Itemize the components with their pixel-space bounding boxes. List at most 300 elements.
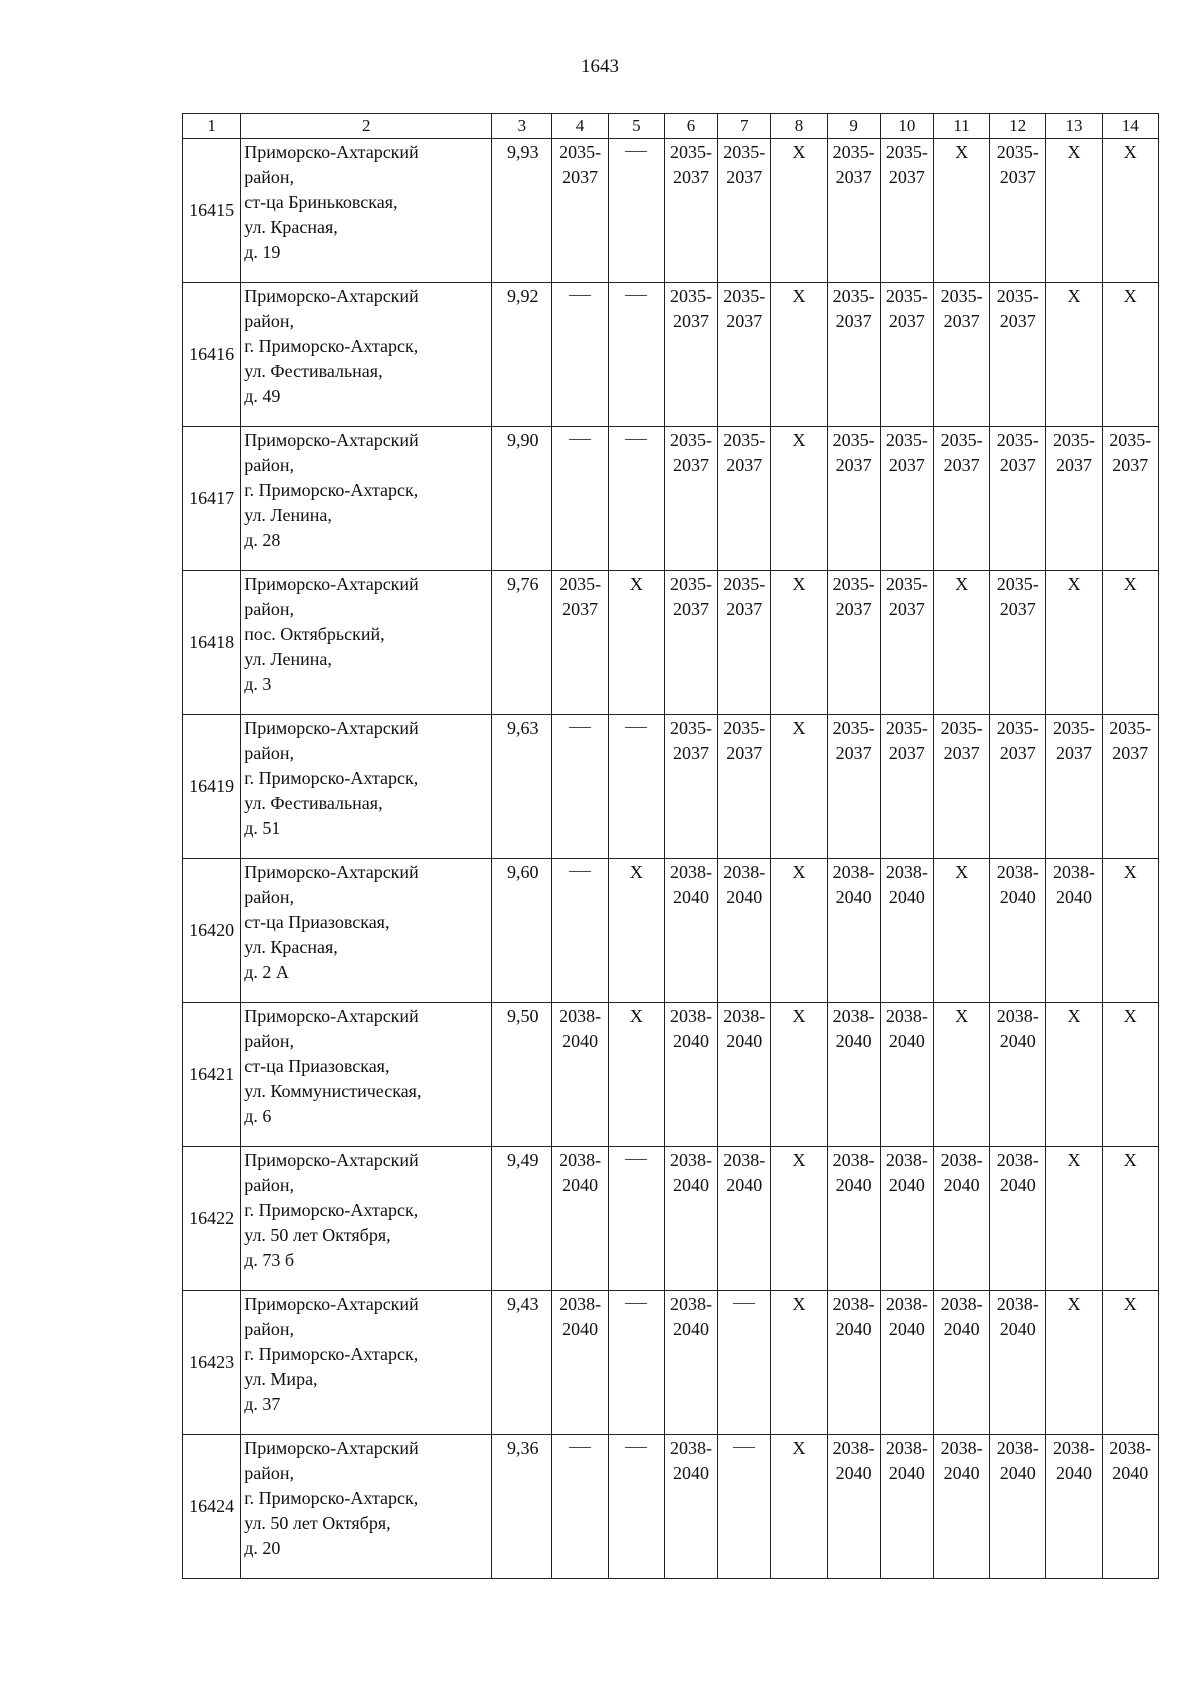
period-end: 2037 xyxy=(999,167,1036,187)
period-start: 2035- xyxy=(996,286,1039,306)
column-header-11: 11 xyxy=(933,114,989,139)
not-applicable-cell: X xyxy=(1102,139,1158,283)
period-cell xyxy=(718,859,771,1003)
period-end: 2037 xyxy=(562,599,599,619)
period-end: 2037 xyxy=(673,455,710,475)
period-end: 2040 xyxy=(943,1319,980,1339)
address-line: район, xyxy=(244,887,294,907)
address-line: район, xyxy=(244,1319,294,1339)
not-applicable-cell: X xyxy=(933,139,989,283)
period-cell xyxy=(664,1003,717,1147)
not-applicable-cell: X xyxy=(1102,283,1158,427)
address-line: г. Приморско-Ахтарск, xyxy=(244,1344,419,1364)
dash-mark xyxy=(569,1447,591,1448)
period-cell xyxy=(990,571,1046,715)
column-header-10: 10 xyxy=(880,114,933,139)
period-cell xyxy=(880,1003,933,1147)
period-start: 2035- xyxy=(940,286,983,306)
period-cell xyxy=(990,139,1046,283)
period-end: 2037 xyxy=(943,311,980,331)
row-number: 16421 xyxy=(183,1003,241,1147)
address-cell xyxy=(241,571,492,715)
period-cell xyxy=(718,283,771,427)
period-cell xyxy=(880,427,933,571)
period-cell xyxy=(552,571,608,715)
period-start: 2038- xyxy=(885,1438,928,1458)
column-header-4: 4 xyxy=(552,114,608,139)
column-header-14: 14 xyxy=(1102,114,1158,139)
column-header-13: 13 xyxy=(1046,114,1102,139)
period-end: 2037 xyxy=(835,455,872,475)
column-header-7: 7 xyxy=(718,114,771,139)
period-start: 2035- xyxy=(832,142,875,162)
address-line: Приморско-Ахтарский xyxy=(244,286,419,306)
period-end: 2040 xyxy=(943,1175,980,1195)
period-end: 2037 xyxy=(999,743,1036,763)
not-applicable-cell: X xyxy=(1102,1003,1158,1147)
period-end: 2037 xyxy=(888,455,925,475)
period-cell xyxy=(1102,1435,1158,1579)
period-start: 2035- xyxy=(996,142,1039,162)
period-cell xyxy=(880,1147,933,1291)
dash-mark xyxy=(625,295,647,296)
column-header-12: 12 xyxy=(990,114,1046,139)
dash-mark xyxy=(569,295,591,296)
not-applicable-cell: X xyxy=(1102,1291,1158,1435)
period-start: 2038- xyxy=(832,1294,875,1314)
column-header-5: 5 xyxy=(608,114,664,139)
address-line: д. 6 xyxy=(244,1106,272,1126)
not-applicable-cell: X xyxy=(608,1003,664,1147)
period-end: 2037 xyxy=(1056,455,1092,475)
period-cell xyxy=(880,139,933,283)
address-line: пос. Октябрьский, xyxy=(244,624,385,644)
period-cell xyxy=(1102,715,1158,859)
empty-mark-cell xyxy=(608,1147,664,1291)
not-applicable-cell: X xyxy=(608,571,664,715)
period-start: 2038- xyxy=(996,1294,1039,1314)
period-end: 2040 xyxy=(673,1175,710,1195)
period-end: 2040 xyxy=(1056,1463,1092,1483)
period-cell xyxy=(827,1291,880,1435)
period-end: 2037 xyxy=(888,599,925,619)
period-start: 2038- xyxy=(996,1150,1039,1170)
address-line: Приморско-Ахтарский xyxy=(244,1150,419,1170)
table-body xyxy=(183,139,1159,1579)
period-cell xyxy=(664,715,717,859)
period-cell xyxy=(1102,427,1158,571)
column-header-3: 3 xyxy=(492,114,552,139)
period-cell xyxy=(933,427,989,571)
address-line: район, xyxy=(244,743,294,763)
period-end: 2040 xyxy=(888,1175,925,1195)
period-end: 2040 xyxy=(888,1463,925,1483)
period-start: 2035- xyxy=(559,574,602,594)
address-line: район, xyxy=(244,599,294,619)
not-applicable-cell: X xyxy=(1046,283,1102,427)
dash-mark xyxy=(569,871,591,872)
address-line: район, xyxy=(244,1463,294,1483)
period-cell xyxy=(827,571,880,715)
period-start: 2038- xyxy=(940,1294,983,1314)
not-applicable-cell: X xyxy=(771,1003,827,1147)
period-end: 2040 xyxy=(888,1319,925,1339)
address-line: Приморско-Ахтарский xyxy=(244,430,419,450)
empty-mark-cell xyxy=(718,1435,771,1579)
dash-mark xyxy=(625,439,647,440)
address-line: район, xyxy=(244,167,294,187)
period-cell xyxy=(933,715,989,859)
dash-mark xyxy=(569,727,591,728)
empty-mark-cell xyxy=(552,283,608,427)
address-line: Приморско-Ахтарский xyxy=(244,1438,419,1458)
period-end: 2037 xyxy=(999,599,1036,619)
period-start: 2035- xyxy=(832,718,875,738)
column-header-8: 8 xyxy=(771,114,827,139)
period-start: 2035- xyxy=(723,286,766,306)
period-start: 2035- xyxy=(885,574,928,594)
register-table xyxy=(182,113,1159,1579)
period-start: 2035- xyxy=(723,430,766,450)
address-line: ул. Фестивальная, xyxy=(244,793,383,813)
address-line: Приморско-Ахтарский xyxy=(244,1006,419,1026)
period-start: 2038- xyxy=(832,1006,875,1026)
period-start: 2038- xyxy=(832,1438,875,1458)
period-cell xyxy=(718,571,771,715)
not-applicable-cell: X xyxy=(1046,1147,1102,1291)
area-value: 9,90 xyxy=(492,427,552,571)
period-end: 2037 xyxy=(673,599,710,619)
empty-mark-cell xyxy=(608,1291,664,1435)
period-end: 2040 xyxy=(673,1031,710,1051)
column-header-6: 6 xyxy=(664,114,717,139)
address-line: г. Приморско-Ахтарск, xyxy=(244,1200,419,1220)
period-cell xyxy=(880,715,933,859)
period-cell xyxy=(990,1147,1046,1291)
period-end: 2037 xyxy=(835,167,872,187)
period-start: 2038- xyxy=(723,862,766,882)
address-line: ул. Ленина, xyxy=(244,505,332,525)
period-start: 2035- xyxy=(1109,718,1152,738)
period-start: 2035- xyxy=(885,718,928,738)
period-end: 2040 xyxy=(562,1319,599,1339)
address-line: ул. Мира, xyxy=(244,1369,318,1389)
period-end: 2037 xyxy=(673,743,710,763)
dash-mark xyxy=(625,1447,647,1448)
period-start: 2035- xyxy=(885,286,928,306)
page-number: 1643 xyxy=(581,56,619,77)
empty-mark-cell xyxy=(608,1435,664,1579)
address-cell xyxy=(241,1435,492,1579)
address-line: д. 2 А xyxy=(244,962,289,982)
period-start: 2038- xyxy=(723,1006,766,1026)
row-number: 16423 xyxy=(183,1291,241,1435)
period-start: 2038- xyxy=(1053,862,1095,882)
table-row xyxy=(183,1003,1159,1147)
period-start: 2035- xyxy=(885,142,928,162)
period-cell xyxy=(552,1147,608,1291)
period-cell xyxy=(827,859,880,1003)
period-cell xyxy=(933,1147,989,1291)
address-line: ул. 50 лет Октября, xyxy=(244,1513,391,1533)
address-cell xyxy=(241,139,492,283)
period-start: 2038- xyxy=(670,1006,713,1026)
period-cell xyxy=(664,1147,717,1291)
period-end: 2037 xyxy=(835,743,872,763)
not-applicable-cell: X xyxy=(608,859,664,1003)
period-end: 2040 xyxy=(943,1463,980,1483)
area-value: 9,49 xyxy=(492,1147,552,1291)
period-cell xyxy=(718,139,771,283)
period-cell xyxy=(827,139,880,283)
address-line: Приморско-Ахтарский xyxy=(244,574,419,594)
period-end: 2037 xyxy=(943,455,980,475)
address-line: ул. 50 лет Октября, xyxy=(244,1225,391,1245)
period-cell xyxy=(827,427,880,571)
period-end: 2040 xyxy=(888,887,925,907)
not-applicable-cell: X xyxy=(771,859,827,1003)
period-end: 2037 xyxy=(726,599,763,619)
not-applicable-cell: X xyxy=(771,427,827,571)
row-number: 16415 xyxy=(183,139,241,283)
address-line: д. 19 xyxy=(244,242,281,262)
period-end: 2037 xyxy=(1056,743,1092,763)
period-cell xyxy=(664,283,717,427)
period-cell xyxy=(880,1435,933,1579)
period-start: 2038- xyxy=(1053,1438,1095,1458)
period-end: 2037 xyxy=(673,311,710,331)
period-start: 2035- xyxy=(832,574,875,594)
period-start: 2035- xyxy=(723,718,766,738)
address-cell xyxy=(241,715,492,859)
period-cell xyxy=(827,283,880,427)
period-end: 2037 xyxy=(673,167,710,187)
period-end: 2040 xyxy=(999,1175,1036,1195)
not-applicable-cell: X xyxy=(771,571,827,715)
period-start: 2035- xyxy=(832,286,875,306)
area-value: 9,63 xyxy=(492,715,552,859)
period-start: 2038- xyxy=(940,1438,983,1458)
address-line: г. Приморско-Ахтарск, xyxy=(244,480,419,500)
period-start: 2035- xyxy=(670,142,713,162)
address-cell xyxy=(241,427,492,571)
period-start: 2038- xyxy=(996,1006,1039,1026)
empty-mark-cell xyxy=(552,1435,608,1579)
not-applicable-cell: X xyxy=(1046,1003,1102,1147)
table-row xyxy=(183,715,1159,859)
period-start: 2035- xyxy=(940,718,983,738)
address-cell xyxy=(241,1147,492,1291)
period-cell xyxy=(990,1435,1046,1579)
period-start: 2035- xyxy=(996,574,1039,594)
address-cell xyxy=(241,1291,492,1435)
period-end: 2040 xyxy=(835,1175,872,1195)
period-end: 2040 xyxy=(726,1175,763,1195)
period-start: 2038- xyxy=(885,862,928,882)
dash-mark xyxy=(733,1303,755,1304)
period-end: 2040 xyxy=(999,887,1036,907)
empty-mark-cell xyxy=(608,715,664,859)
period-cell xyxy=(990,283,1046,427)
period-end: 2037 xyxy=(835,311,872,331)
period-start: 2038- xyxy=(670,862,713,882)
not-applicable-cell: X xyxy=(771,715,827,859)
period-end: 2040 xyxy=(726,1031,763,1051)
period-end: 2040 xyxy=(562,1031,599,1051)
period-start: 2038- xyxy=(996,862,1039,882)
address-line: ст-ца Приазовская, xyxy=(244,912,390,932)
period-start: 2035- xyxy=(670,574,713,594)
period-cell xyxy=(827,715,880,859)
period-start: 2038- xyxy=(670,1294,713,1314)
not-applicable-cell: X xyxy=(1046,1291,1102,1435)
address-line: ул. Красная, xyxy=(244,217,338,237)
not-applicable-cell: X xyxy=(933,1003,989,1147)
not-applicable-cell: X xyxy=(1102,571,1158,715)
table-row xyxy=(183,1147,1159,1291)
address-cell xyxy=(241,859,492,1003)
period-cell xyxy=(1046,859,1102,1003)
period-end: 2037 xyxy=(943,743,980,763)
period-cell xyxy=(718,1147,771,1291)
row-number: 16417 xyxy=(183,427,241,571)
dash-mark xyxy=(625,1303,647,1304)
address-line: д. 51 xyxy=(244,818,281,838)
row-number: 16424 xyxy=(183,1435,241,1579)
address-line: г. Приморско-Ахтарск, xyxy=(244,336,419,356)
header-row xyxy=(183,114,1159,139)
period-end: 2040 xyxy=(999,1463,1036,1483)
row-number: 16416 xyxy=(183,283,241,427)
period-end: 2040 xyxy=(835,1031,872,1051)
period-end: 2037 xyxy=(726,167,763,187)
period-cell xyxy=(990,859,1046,1003)
period-cell xyxy=(664,859,717,1003)
address-line: Приморско-Ахтарский xyxy=(244,862,419,882)
period-cell xyxy=(990,1291,1046,1435)
area-value: 9,36 xyxy=(492,1435,552,1579)
period-start: 2038- xyxy=(723,1150,766,1170)
not-applicable-cell: X xyxy=(771,283,827,427)
row-number: 16418 xyxy=(183,571,241,715)
area-value: 9,60 xyxy=(492,859,552,1003)
address-line: Приморско-Ахтарский xyxy=(244,718,419,738)
address-line: ст-ца Приазовская, xyxy=(244,1056,390,1076)
period-start: 2035- xyxy=(885,430,928,450)
not-applicable-cell: X xyxy=(771,1435,827,1579)
period-cell xyxy=(880,1291,933,1435)
period-end: 2037 xyxy=(726,743,763,763)
address-line: д. 20 xyxy=(244,1538,281,1558)
empty-mark-cell xyxy=(608,427,664,571)
address-line: д. 28 xyxy=(244,530,281,550)
period-end: 2040 xyxy=(673,887,710,907)
period-cell xyxy=(990,1003,1046,1147)
not-applicable-cell: X xyxy=(1102,859,1158,1003)
table-row xyxy=(183,139,1159,283)
address-cell xyxy=(241,283,492,427)
period-start: 2035- xyxy=(996,718,1039,738)
not-applicable-cell: X xyxy=(771,1147,827,1291)
period-cell xyxy=(933,1291,989,1435)
period-end: 2037 xyxy=(1112,455,1149,475)
address-line: г. Приморско-Ахтарск, xyxy=(244,768,419,788)
period-cell xyxy=(880,859,933,1003)
period-cell xyxy=(880,283,933,427)
area-value: 9,50 xyxy=(492,1003,552,1147)
period-start: 2035- xyxy=(670,286,713,306)
not-applicable-cell: X xyxy=(1046,571,1102,715)
period-cell xyxy=(664,427,717,571)
period-start: 2038- xyxy=(885,1006,928,1026)
period-end: 2040 xyxy=(673,1319,710,1339)
period-end: 2040 xyxy=(999,1031,1036,1051)
empty-mark-cell xyxy=(552,427,608,571)
period-cell xyxy=(552,1003,608,1147)
not-applicable-cell: X xyxy=(1102,1147,1158,1291)
period-start: 2035- xyxy=(1053,718,1095,738)
period-cell xyxy=(1046,427,1102,571)
area-value: 9,92 xyxy=(492,283,552,427)
period-start: 2035- xyxy=(832,430,875,450)
period-end: 2037 xyxy=(888,743,925,763)
period-cell xyxy=(1046,715,1102,859)
address-line: д. 73 б xyxy=(244,1250,295,1270)
period-start: 2035- xyxy=(559,142,602,162)
table-row xyxy=(183,283,1159,427)
period-end: 2040 xyxy=(673,1463,710,1483)
column-header-2: 2 xyxy=(241,114,492,139)
period-cell xyxy=(933,283,989,427)
dash-mark xyxy=(569,439,591,440)
period-end: 2040 xyxy=(888,1031,925,1051)
period-cell xyxy=(827,1435,880,1579)
period-start: 2035- xyxy=(940,430,983,450)
period-cell xyxy=(664,571,717,715)
period-end: 2037 xyxy=(562,167,599,187)
area-value: 9,76 xyxy=(492,571,552,715)
period-start: 2038- xyxy=(885,1150,928,1170)
period-end: 2040 xyxy=(835,1463,872,1483)
period-start: 2038- xyxy=(1109,1438,1152,1458)
address-line: ст-ца Бриньковская, xyxy=(244,192,398,212)
period-end: 2040 xyxy=(726,887,763,907)
period-end: 2040 xyxy=(999,1319,1036,1339)
dash-mark xyxy=(625,727,647,728)
period-start: 2038- xyxy=(832,862,875,882)
address-line: ул. Ленина, xyxy=(244,649,332,669)
period-cell xyxy=(827,1003,880,1147)
period-cell xyxy=(664,1291,717,1435)
period-start: 2035- xyxy=(1053,430,1095,450)
period-start: 2038- xyxy=(559,1294,602,1314)
address-line: район, xyxy=(244,455,294,475)
address-line: ул. Коммунистическая, xyxy=(244,1081,422,1101)
address-line: Приморско-Ахтарский xyxy=(244,142,419,162)
table-row xyxy=(183,1435,1159,1579)
table-header xyxy=(183,114,1159,139)
empty-mark-cell xyxy=(608,283,664,427)
not-applicable-cell: X xyxy=(771,139,827,283)
period-end: 2040 xyxy=(1056,887,1092,907)
period-end: 2040 xyxy=(1112,1463,1149,1483)
period-end: 2040 xyxy=(835,887,872,907)
period-start: 2038- xyxy=(832,1150,875,1170)
period-cell xyxy=(664,1435,717,1579)
period-start: 2035- xyxy=(670,430,713,450)
period-end: 2037 xyxy=(726,311,763,331)
period-end: 2037 xyxy=(835,599,872,619)
